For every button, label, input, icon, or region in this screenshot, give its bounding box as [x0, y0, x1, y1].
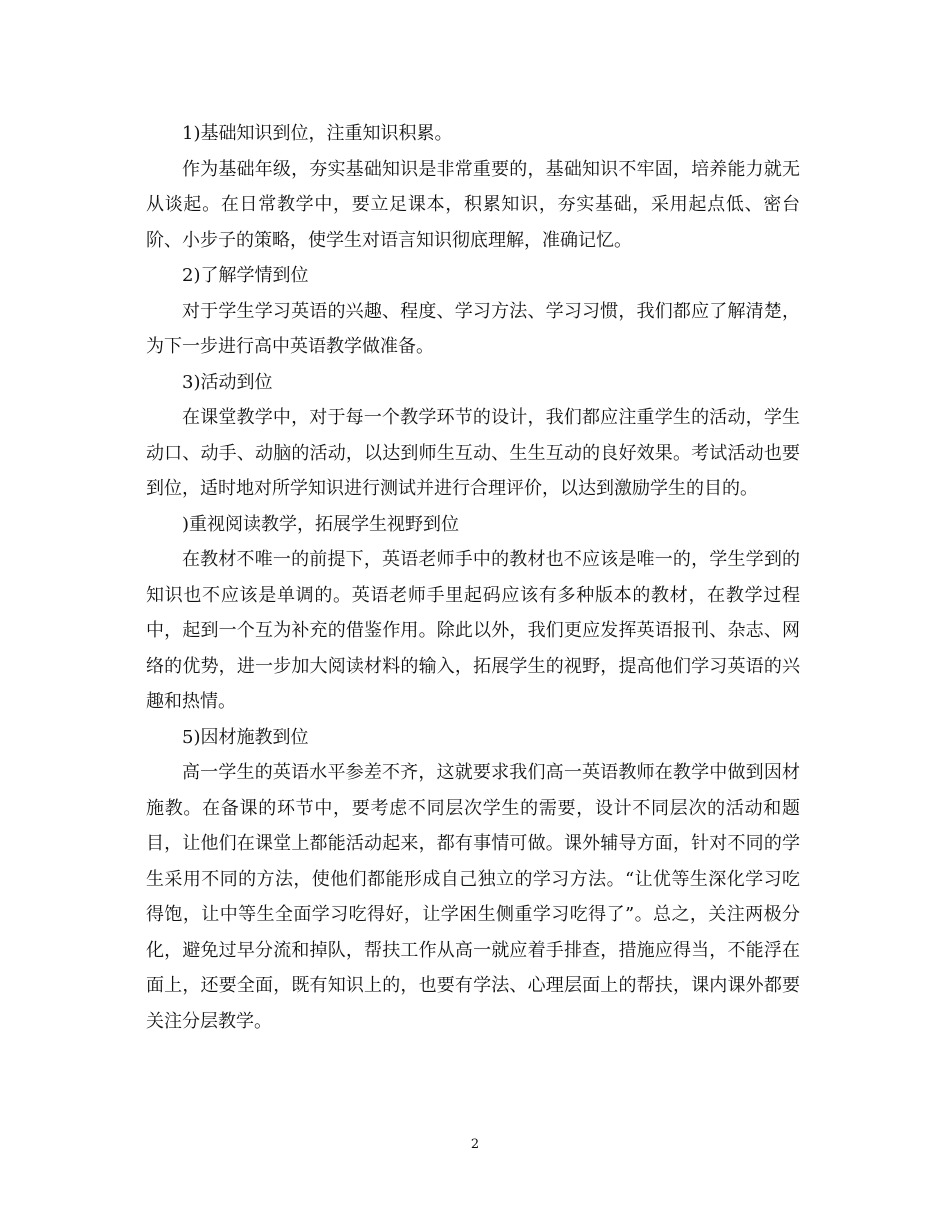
section-heading-5: 5)因材施教到位 — [182, 726, 309, 748]
section-heading-1: 1)基础知识到位，注重知识积累。 — [182, 123, 453, 144]
section-heading-4: )重视阅读教学，拓展学生视野到位 — [182, 513, 460, 535]
paragraph-4: 在教材不唯一的前提下，英语老师手中的教材也不应该是唯一的，学生学到的知识也不应该是单调的。英语老师手里起码应该有多种版本的教材，在教学过程中，起到一个互为补充的借鉴作用。除此以外，我们更应发挥英语报刊、杂志、网络的优势，进一步加大阅读材料的输入，拓展学生的视野，提高他们学习英语的兴趣和热情。 — [146, 549, 800, 712]
document-body — [146, 116, 800, 1039]
paragraph-2: 对于学生学习英语的兴趣、程度、学习方法、学习习惯，我们都应了解清楚，为下一步进行高中英语教学做准备。 — [146, 300, 800, 357]
paragraph-3: 在课堂教学中，对于每一个教学环节的设计，我们都应注重学生的活动，学生动口、动手、动脑的活动，以达到师生互动、生生互动的良好效果。考试活动也要到位，适时地对所学知识进行测试并进行合理评价，以达到激励学生的目的。 — [146, 407, 800, 499]
paragraph-1: 作为基础年级，夯实基础知识是非常重要的，基础知识不牢固，培养能力就无从谈起。在日常教学中，要立足课本，积累知识，夯实基础，采用起点低、密台阶、小步子的策略，使学生对语言知识彻底理解，准确记忆。 — [146, 158, 800, 251]
paragraph-5: 高一学生的英语水平参差不齐，这就要求我们高一英语教师在教学中做到因材施教。在备课的环节中，要考虑不同层次学生的需要，设计不同层次的活动和题目，让他们在课堂上都能活动起来，都有事情可做。课外辅导方面，针对不同的学生采用不同的方法，使他们都能形成自己独立的学习方法。“让优等生深化学习吃得饱，让中等生全面学习吃得好，让学困生侧重学习吃得了”。总之，关注两极分化，避免过早分流和掉队，帮扶工作从高一就应着手排查，措施应得当，不能浮在面上，还要全面，既有知识上的，也要有学法、心理层面上的帮扶，课内课外都要关注分层教学。 — [146, 762, 800, 1032]
page-number: 2 — [470, 1137, 480, 1152]
section-heading-3: 3)活动到位 — [182, 371, 273, 393]
section-heading-2: 2)了解学情到位 — [182, 265, 309, 286]
